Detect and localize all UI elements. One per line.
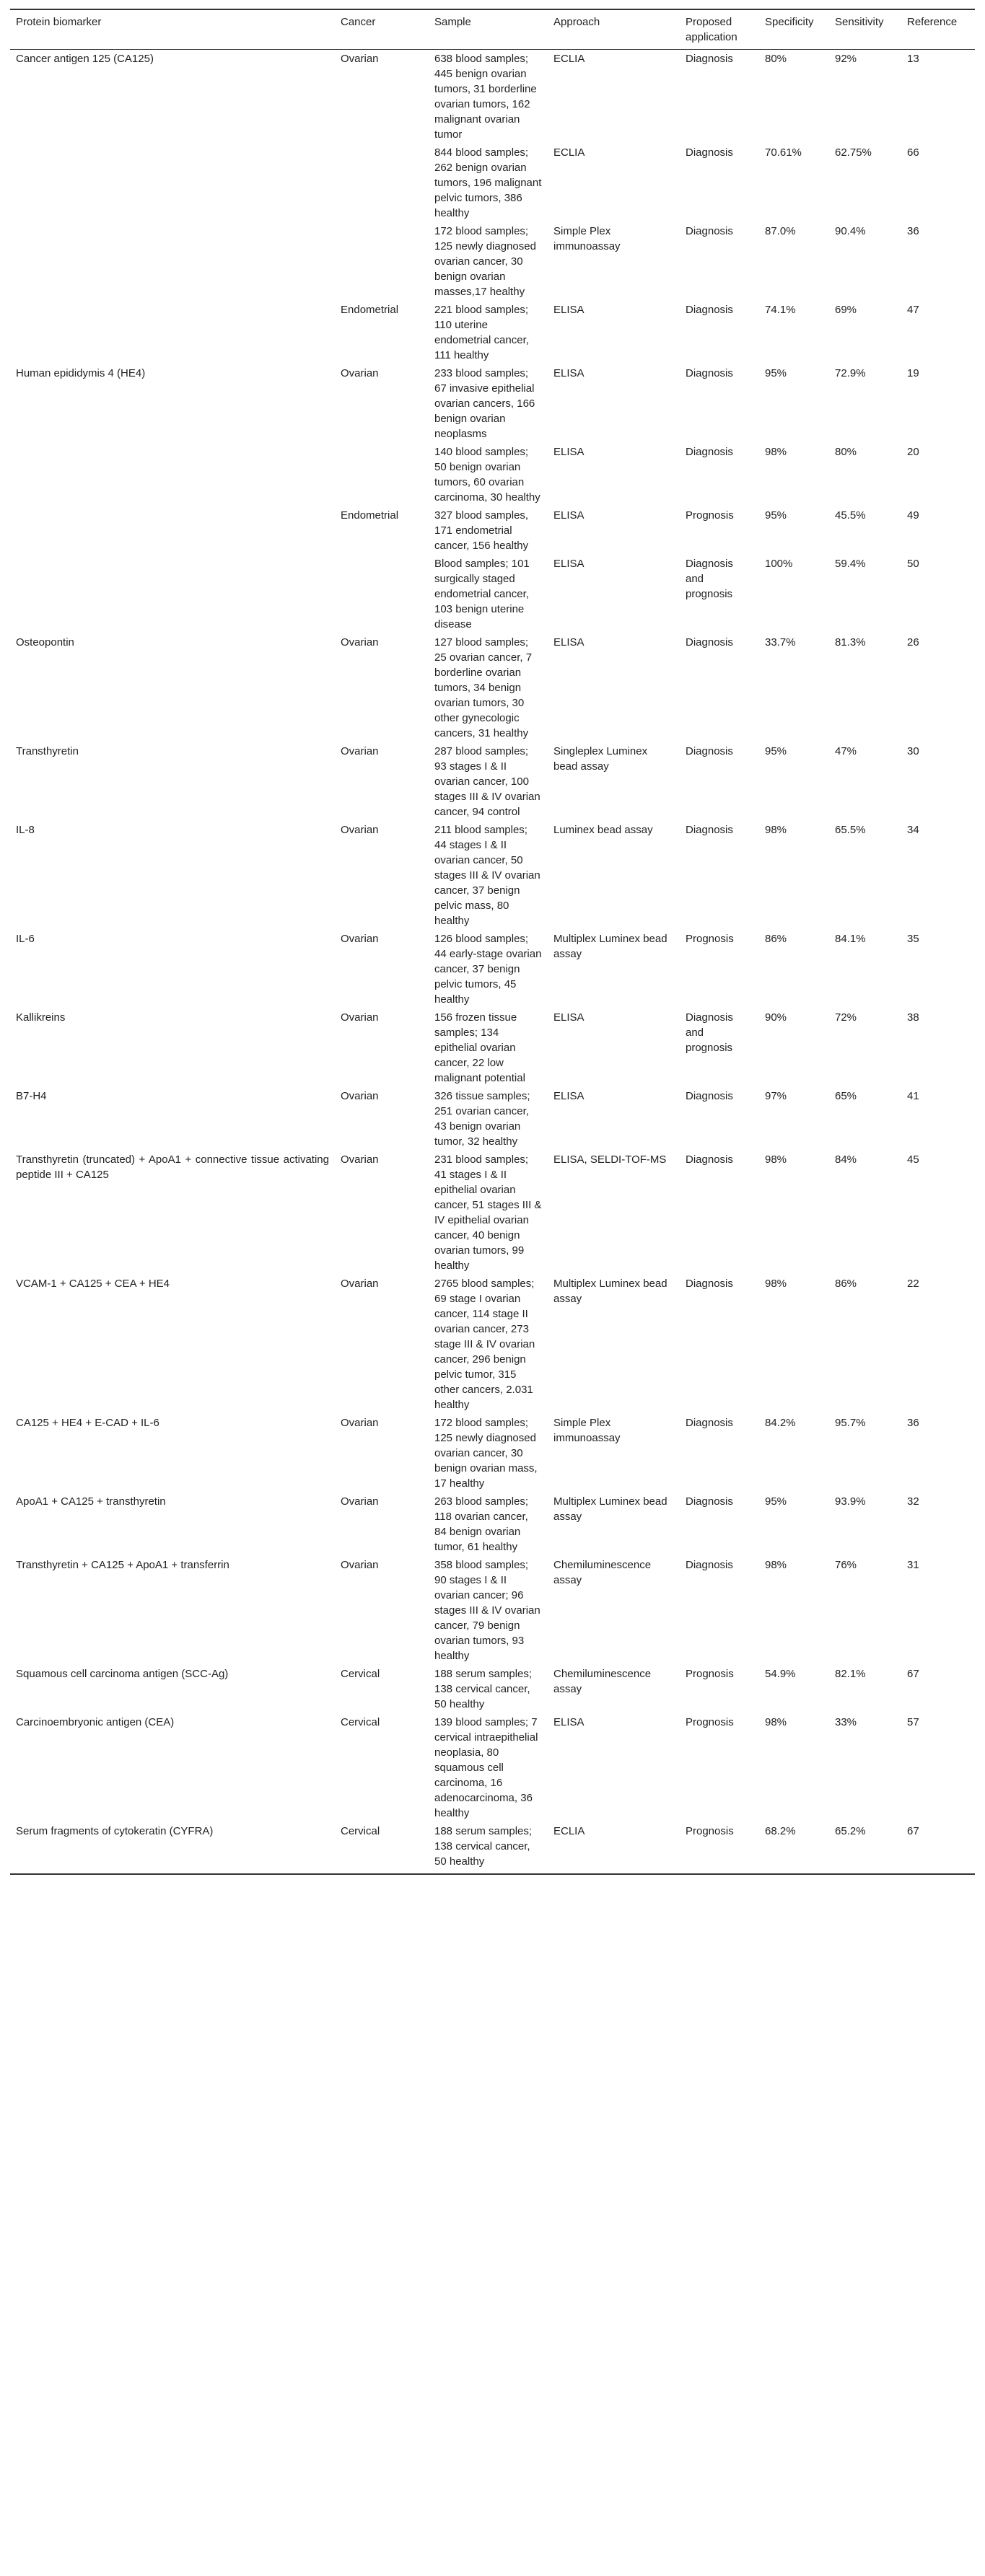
cell-sensitivity: 69% [835, 304, 857, 316]
cell-biomarker: Cancer antigen 125 (CA125) [16, 53, 154, 65]
cell-application: Diagnosis [686, 636, 733, 649]
cell-approach: ELISA [553, 636, 585, 649]
table-row [10, 1822, 975, 1874]
cell-sample: 2765 blood samples; 69 stage I ovarian cancer, 114 stage II ovarian cancer, 273 stage III & IV ovarian cancer, 296 benign pelvic tumor, 315 other cancers, 2.031 healthy [434, 1278, 535, 1411]
cell-approach: ELISA, SELDI-TOF-MS [553, 1153, 667, 1166]
cell-application: Diagnosis [686, 1278, 733, 1290]
cell-specificity: 80% [765, 53, 787, 65]
cell-cancer: Cervical [341, 1668, 380, 1680]
table-row [10, 443, 975, 506]
cell-specificity: 98% [765, 824, 787, 836]
cell-reference: 49 [907, 509, 919, 522]
cell-sample: 263 blood samples; 118 ovarian cancer, 84 benign ovarian tumor, 61 healthy [434, 1495, 529, 1553]
cell-approach: Singleplex Luminex bead assay [553, 745, 648, 773]
cell-approach: Simple Plex immunoassay [553, 1417, 621, 1444]
cell-sensitivity: 47% [835, 745, 857, 757]
cell-specificity: 95% [765, 1495, 787, 1508]
cell-application: Prognosis [686, 933, 734, 945]
cell-sensitivity: 81.3% [835, 636, 866, 649]
cell-reference: 36 [907, 1417, 919, 1429]
cell-specificity: 98% [765, 1559, 787, 1571]
cell-specificity: 97% [765, 1090, 787, 1102]
header-biomarker: Protein biomarker [10, 9, 335, 50]
cell-sample: 844 blood samples; 262 benign ovarian tumors, 196 malignant pelvic tumors, 386 healthy [434, 146, 542, 219]
cell-cancer: Ovarian [341, 53, 379, 65]
cell-sample: 221 blood samples; 110 uterine endometrial cancer, 111 healthy [434, 304, 529, 361]
cell-sensitivity: 84% [835, 1153, 857, 1166]
cell-approach: ECLIA [553, 53, 585, 65]
table-row [10, 1008, 975, 1087]
cell-reference: 26 [907, 636, 919, 649]
cell-sample: 358 blood samples; 90 stages I & II ovarian cancer; 96 stages III & IV ovarian cancer, 79 benign ovarian tumors, 93 healthy [434, 1559, 540, 1662]
cell-sample: 188 serum samples; 138 cervical cancer, 50 healthy [434, 1668, 533, 1710]
cell-biomarker [10, 506, 335, 555]
cell-sample: 140 blood samples; 50 benign ovarian tumors, 60 ovarian carcinoma, 30 healthy [434, 446, 540, 504]
cell-reference: 45 [907, 1153, 919, 1166]
cell-specificity: 90% [765, 1011, 787, 1024]
cell-cancer: Endometrial [341, 509, 399, 522]
cell-biomarker: VCAM-1 + CA125 + CEA + HE4 [16, 1278, 170, 1290]
cell-sample: 287 blood samples; 93 stages I & II ovarian cancer, 100 stages III & IV ovarian cancer, 94 control [434, 745, 540, 818]
cell-reference: 30 [907, 745, 919, 757]
cell-reference: 22 [907, 1278, 919, 1290]
cell-application: Diagnosis [686, 1417, 733, 1429]
cell-approach: ECLIA [548, 1822, 680, 1874]
cell-application: Prognosis [680, 1822, 759, 1874]
cell-biomarker: Transthyretin (truncated) + ApoA1 + connective tissue activating peptide III + CA125 [16, 1153, 329, 1181]
table-row [10, 364, 975, 443]
cell-biomarker: Kallikreins [16, 1011, 66, 1024]
cell-sensitivity: 65.2% [829, 1822, 901, 1874]
cell-reference: 57 [907, 1716, 919, 1728]
cell-sensitivity: 72% [835, 1011, 857, 1024]
cell-application: Diagnosis and prognosis [686, 1011, 733, 1054]
table-row [10, 301, 975, 364]
cell-sensitivity: 84.1% [835, 933, 866, 945]
cell-cancer: Cervical [335, 1822, 429, 1874]
cell-specificity: 98% [765, 446, 787, 458]
cell-application: Diagnosis [686, 1153, 733, 1166]
header-approach: Approach [548, 9, 680, 50]
cell-cancer: Ovarian [341, 824, 379, 836]
cell-reference: 32 [907, 1495, 919, 1508]
cell-reference: 67 [907, 1668, 919, 1680]
cell-application: Prognosis [686, 1716, 734, 1728]
table-row [10, 1556, 975, 1665]
table-row [10, 506, 975, 555]
cell-specificity: 95% [765, 367, 787, 379]
cell-application: Diagnosis [686, 745, 733, 757]
cell-approach: ELISA [553, 1090, 585, 1102]
cell-sensitivity: 59.4% [835, 558, 866, 570]
cell-reference: 41 [907, 1090, 919, 1102]
cell-biomarker: B7-H4 [16, 1090, 47, 1102]
cell-sample: 139 blood samples; 7 cervical intraepithelial neoplasia, 80 squamous cell carcinoma, 16 adenocarcinoma, 36 healthy [434, 1716, 538, 1819]
cell-sensitivity: 93.9% [835, 1495, 866, 1508]
biomarker-table [10, 9, 975, 1875]
cell-specificity: 98% [765, 1716, 787, 1728]
cell-cancer: Cervical [341, 1716, 380, 1728]
cell-reference: 38 [907, 1011, 919, 1024]
cell-biomarker: Osteopontin [16, 636, 74, 649]
cell-approach: ELISA [553, 1011, 585, 1024]
table-row [10, 1151, 975, 1275]
table-row [10, 555, 975, 633]
table-row [10, 144, 975, 222]
cell-specificity: 98% [765, 1153, 787, 1166]
cell-application: Diagnosis [686, 1090, 733, 1102]
cell-sensitivity: 65% [835, 1090, 857, 1102]
cell-sample: 326 tissue samples; 251 ovarian cancer, 43 benign ovarian tumor, 32 healthy [434, 1090, 530, 1148]
cell-approach: Multiplex Luminex bead assay [553, 1278, 667, 1305]
cell-sample: 188 serum samples; 138 cervical cancer, 50 healthy [429, 1822, 548, 1874]
cell-biomarker: IL-8 [16, 824, 35, 836]
cell-cancer: Ovarian [341, 1153, 379, 1166]
cell-reference: 47 [907, 304, 919, 316]
cell-specificity: 70.61% [765, 146, 802, 159]
cell-reference: 35 [907, 933, 919, 945]
cell-approach: Simple Plex immunoassay [553, 225, 621, 252]
cell-sample: 172 blood samples; 125 newly diagnosed ovarian cancer, 30 benign ovarian masses,17 healthy [434, 225, 536, 298]
cell-biomarker [10, 301, 335, 364]
cell-cancer: Ovarian [341, 636, 379, 649]
cell-specificity: 54.9% [765, 1668, 796, 1680]
cell-reference: 66 [907, 146, 919, 159]
cell-specificity: 33.7% [765, 636, 796, 649]
cell-approach: ELISA [553, 1716, 585, 1728]
cell-approach: Luminex bead assay [553, 824, 653, 836]
cell-biomarker [10, 222, 335, 301]
cell-cancer: Ovarian [341, 745, 379, 757]
table-row [10, 633, 975, 742]
cell-biomarker: Carcinoembryonic antigen (CEA) [16, 1716, 175, 1728]
cell-biomarker: Transthyretin [16, 745, 79, 757]
cell-application: Diagnosis [686, 225, 733, 237]
cell-sensitivity: 45.5% [835, 509, 866, 522]
cell-sensitivity: 65.5% [835, 824, 866, 836]
header-sample: Sample [429, 9, 548, 50]
cell-application: Diagnosis [686, 824, 733, 836]
cell-biomarker: Squamous cell carcinoma antigen (SCC-Ag) [16, 1668, 229, 1680]
cell-biomarker [10, 443, 335, 506]
cell-sample: 211 blood samples; 44 stages I & II ovarian cancer, 50 stages III & IV ovarian cancer, 37 benign pelvic mass, 80 healthy [434, 824, 540, 927]
cell-reference: 34 [907, 824, 919, 836]
cell-cancer: Ovarian [341, 1278, 379, 1290]
cell-reference: 50 [907, 558, 919, 570]
cell-sensitivity: 95.7% [835, 1417, 866, 1429]
cell-biomarker: Serum fragments of cytokeratin (CYFRA) [10, 1822, 335, 1874]
header-cancer: Cancer [335, 9, 429, 50]
cell-sample: 638 blood samples; 445 benign ovarian tumors, 31 borderline ovarian tumors, 162 malignant ovarian tumor [434, 53, 537, 141]
cell-sensitivity: 76% [835, 1559, 857, 1571]
cell-specificity: 98% [765, 1278, 787, 1290]
cell-specificity: 95% [765, 745, 787, 757]
cell-application: Diagnosis [686, 53, 733, 65]
cell-sample: 233 blood samples; 67 invasive epithelial ovarian cancers, 166 benign ovarian neoplasms [434, 367, 535, 440]
cell-specificity: 87.0% [765, 225, 796, 237]
table-row [10, 742, 975, 821]
cell-sensitivity: 72.9% [835, 367, 866, 379]
cell-cancer: Ovarian [341, 1011, 379, 1024]
cell-sample: 126 blood samples; 44 early-stage ovarian cancer, 37 benign pelvic tumors, 45 healthy [434, 933, 542, 1006]
cell-application: Diagnosis [686, 304, 733, 316]
cell-application: Diagnosis [686, 1495, 733, 1508]
cell-cancer [335, 144, 429, 222]
cell-application: Prognosis [686, 509, 734, 522]
table-row [10, 1087, 975, 1151]
cell-approach: Multiplex Luminex bead assay [553, 933, 667, 960]
cell-sample: 231 blood samples; 41 stages I & II epithelial ovarian cancer, 51 stages III & IV epithelial ovarian cancer, 40 benign ovarian tumors, 99 healthy [434, 1153, 542, 1272]
table-row [10, 1275, 975, 1414]
cell-sample: 127 blood samples; 25 ovarian cancer, 7 borderline ovarian tumors, 34 benign ovarian tumors, 30 other gynecologic cancers, 31 healthy [434, 636, 533, 739]
cell-cancer: Ovarian [341, 1417, 379, 1429]
cell-cancer [335, 222, 429, 301]
cell-cancer: Endometrial [341, 304, 399, 316]
table-row [10, 1493, 975, 1556]
cell-sample: 156 frozen tissue samples; 134 epithelial ovarian cancer, 22 low malignant potential [434, 1011, 525, 1084]
cell-specificity: 68.2% [759, 1822, 829, 1874]
cell-reference: 19 [907, 367, 919, 379]
header-sensitivity: Sensitivity [829, 9, 901, 50]
cell-application: Diagnosis [686, 146, 733, 159]
cell-sensitivity: 33% [835, 1716, 857, 1728]
cell-approach: ELISA [553, 558, 585, 570]
cell-cancer: Ovarian [341, 933, 379, 945]
cell-biomarker: Transthyretin + CA125 + ApoA1 + transferrin [16, 1559, 229, 1571]
cell-application: Diagnosis [686, 1559, 733, 1571]
table-row [10, 50, 975, 144]
cell-application: Diagnosis and prognosis [686, 558, 733, 600]
cell-cancer [335, 443, 429, 506]
cell-cancer: Ovarian [341, 1090, 379, 1102]
table-row [10, 930, 975, 1008]
table-row [10, 1713, 975, 1822]
cell-reference: 67 [901, 1822, 975, 1874]
cell-approach: Chemiluminescence assay [553, 1559, 652, 1586]
table-body [10, 50, 975, 1875]
cell-sample: 172 blood samples; 125 newly diagnosed ovarian cancer, 30 benign ovarian mass, 17 healthy [434, 1417, 538, 1490]
cell-sensitivity: 92% [835, 53, 857, 65]
cell-reference: 20 [907, 446, 919, 458]
cell-approach: ELISA [553, 367, 585, 379]
cell-specificity: 84.2% [765, 1417, 796, 1429]
cell-cancer: Ovarian [341, 1495, 379, 1508]
table-row [10, 1414, 975, 1493]
header-reference: Reference [901, 9, 975, 50]
cell-reference: 36 [907, 225, 919, 237]
cell-application: Diagnosis [686, 367, 733, 379]
cell-cancer [335, 555, 429, 633]
cell-sensitivity: 62.75% [835, 146, 872, 159]
cell-reference: 31 [907, 1559, 919, 1571]
cell-biomarker: Human epididymis 4 (HE4) [16, 367, 146, 379]
cell-sample: Blood samples; 101 surgically staged endometrial cancer, 103 benign uterine disease [434, 558, 530, 630]
cell-reference: 13 [907, 53, 919, 65]
cell-application: Diagnosis [686, 446, 733, 458]
cell-sample: 327 blood samples, 171 endometrial cancer, 156 healthy [434, 509, 529, 552]
cell-approach: ELISA [553, 509, 585, 522]
cell-specificity: 95% [765, 509, 787, 522]
cell-sensitivity: 82.1% [835, 1668, 866, 1680]
table-row [10, 222, 975, 301]
table-row [10, 1665, 975, 1713]
cell-approach: Chemiluminescence assay [553, 1668, 652, 1695]
header-row [10, 9, 975, 50]
cell-approach: Multiplex Luminex bead assay [553, 1495, 667, 1523]
cell-biomarker [10, 144, 335, 222]
table-row [10, 821, 975, 930]
cell-biomarker: IL-6 [16, 933, 35, 945]
header-application: Proposed application [680, 9, 759, 50]
cell-approach: ELISA [553, 446, 585, 458]
cell-sensitivity: 80% [835, 446, 857, 458]
cell-specificity: 74.1% [765, 304, 796, 316]
cell-specificity: 100% [765, 558, 793, 570]
cell-approach: ELISA [553, 304, 585, 316]
cell-application: Prognosis [686, 1668, 734, 1680]
cell-specificity: 86% [765, 933, 787, 945]
cell-biomarker: ApoA1 + CA125 + transthyretin [16, 1495, 166, 1508]
cell-cancer: Ovarian [341, 1559, 379, 1571]
cell-sensitivity: 86% [835, 1278, 857, 1290]
table-header [10, 9, 975, 50]
cell-sensitivity: 90.4% [835, 225, 866, 237]
cell-cancer: Ovarian [341, 367, 379, 379]
cell-biomarker: CA125 + HE4 + E-CAD + IL-6 [16, 1417, 159, 1429]
cell-approach: ECLIA [553, 146, 585, 159]
header-specificity: Specificity [759, 9, 829, 50]
cell-biomarker [10, 555, 335, 633]
